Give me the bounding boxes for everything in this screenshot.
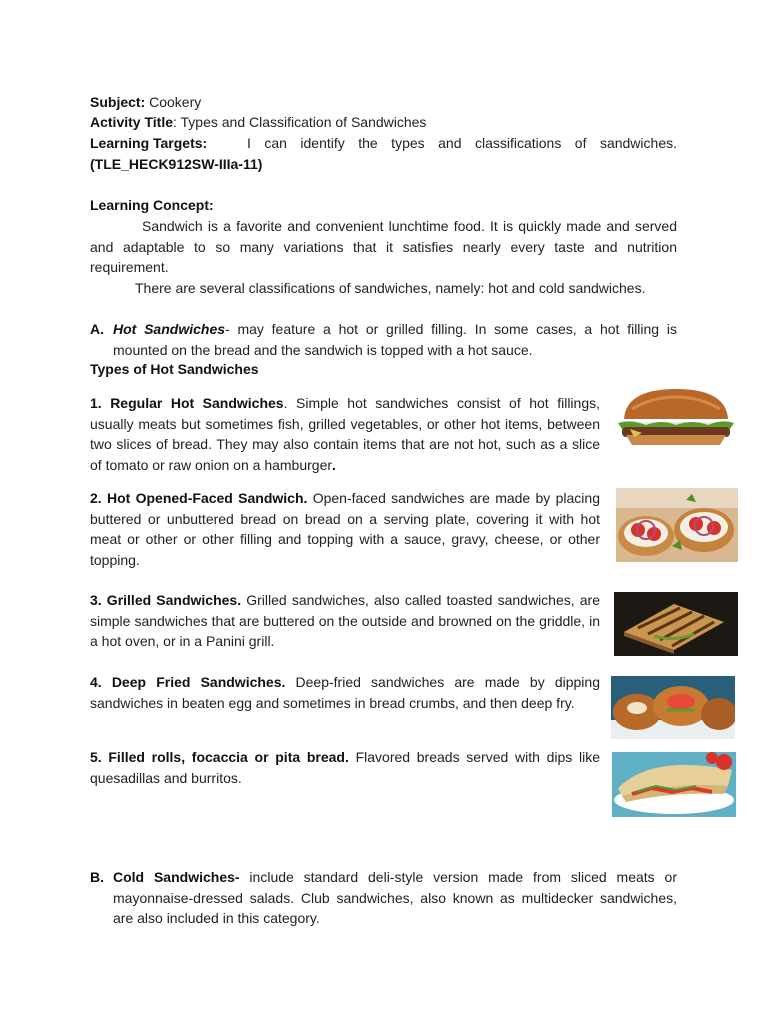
- section-a-title: Hot Sandwiches: [113, 321, 226, 337]
- type-5-title: 5. Filled rolls, focaccia or pita bread.: [90, 749, 349, 765]
- activity-value: : Types and Classification of Sandwiches: [173, 114, 427, 130]
- type-3-text: Grilled sandwiches, also called toasted sandwiches, are simple sandwiches that are buttered on the outside and browned on the griddle, in a hot oven, or in a Panini grill.: [90, 592, 601, 650]
- types-heading: Types of Hot Sandwiches: [90, 361, 259, 377]
- targets-value: I can identify the types and classifications of sandwiches.: [247, 135, 677, 151]
- type-item-3: [90, 590, 600, 652]
- section-b: [90, 867, 677, 929]
- type-2-title: 2. Hot Opened-Faced Sandwich.: [90, 490, 308, 506]
- type-item-1: [90, 393, 600, 476]
- open-faced-sandwich-image: [616, 488, 738, 562]
- type-4-text: Deep-fried sandwiches are made by dipping sandwiches in beaten egg and sometimes in bread crumbs, and then deep fry.: [90, 674, 600, 711]
- grilled-sandwich-image: [614, 592, 738, 656]
- type-5-text: Flavored breads served with dips like quesadillas and burritos.: [90, 749, 600, 786]
- activity-label: Activity Title: [90, 114, 173, 130]
- subject-value: Cookery: [149, 94, 202, 110]
- type-item-5: [90, 747, 600, 788]
- concept-paragraph-2: There are several classifications of sandwiches, namely: hot and cold sandwiches.: [135, 280, 646, 296]
- targets-line: [90, 133, 677, 153]
- type-3-title: 3. Grilled Sandwiches.: [90, 592, 242, 608]
- section-b-letter: B.: [90, 869, 104, 885]
- subject-line: [90, 92, 201, 112]
- section-b-title: Cold Sandwiches-: [113, 869, 240, 885]
- type-item-2: [90, 488, 600, 571]
- competency-code: (TLE_HECK912SW-IIIa-11): [90, 156, 263, 172]
- type-4-title: 4. Deep Fried Sandwiches.: [90, 674, 286, 690]
- section-a: [90, 319, 677, 360]
- type-1-end: .: [332, 457, 336, 474]
- targets-label: Learning Targets:: [90, 135, 208, 151]
- pita-bread-image: [612, 752, 736, 817]
- deep-fried-sandwich-image: [611, 676, 735, 739]
- section-a-letter: A.: [90, 321, 104, 337]
- type-1-text: . Simple hot sandwiches consist of hot fillings, usually meats but sometimes fish, grilled vegetables, or other hot items, between two slices of bread. They may also contain items that are not hot, such as a slice of tomato or raw onion on a hamburger: [90, 395, 600, 474]
- concept-heading: Learning Concept:: [90, 197, 214, 213]
- concept-paragraph-1: Sandwich is a favorite and convenient lunchtime food. It is quickly made and served and adaptable to so many variations that it satisfies nearly every taste and nutrition requirement.: [90, 218, 677, 276]
- section-b-text: include standard deli-style version made from sliced meats or mayonnaise-dressed salads. Club sandwiches, also known as multidecker sandwiches, are also included in this category.: [113, 869, 677, 927]
- hamburger-image: [612, 385, 740, 455]
- section-a-text: - may feature a hot or grilled filling. In some cases, a hot filling is mounted on the bread and the sandwich is topped with a hot sauce.: [113, 321, 677, 358]
- subject-label: Subject:: [90, 94, 146, 110]
- type-item-4: [90, 672, 600, 713]
- activity-line: [90, 112, 426, 132]
- type-1-title: 1. Regular Hot Sandwiches: [90, 395, 284, 411]
- type-2-text: Open-faced sandwiches are made by placing buttered or unbuttered bread on bread on a serving plate, covering it with hot meat or other or other filling and topping with a sauce, gravy, cheese, or other topping.: [90, 490, 600, 569]
